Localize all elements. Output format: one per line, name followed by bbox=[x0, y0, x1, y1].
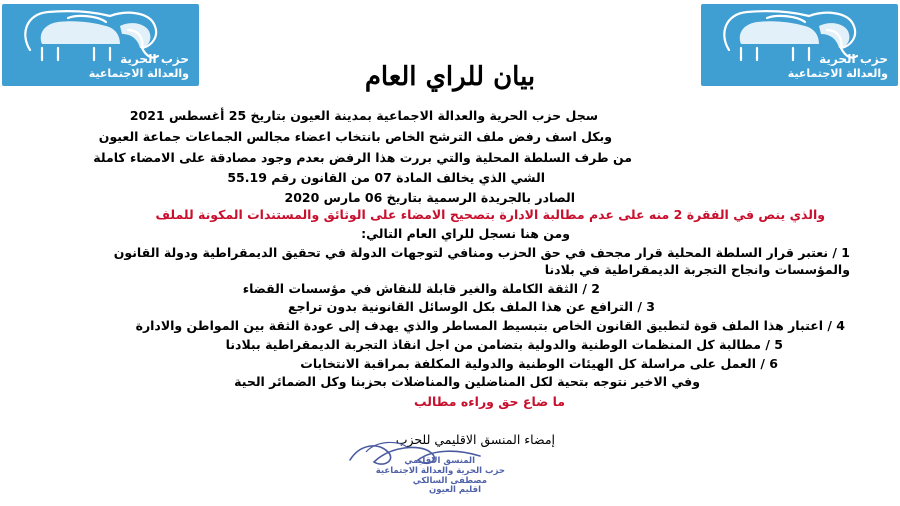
stamp-line: المنسق الاقليمي bbox=[404, 456, 475, 466]
intro-line: من طرف السلطة المحلية والتي بررت هذا الرفض بعدم وجود مصادقة على الامضاء كاملة bbox=[93, 150, 632, 165]
stamp-line: اقليم العيون bbox=[428, 485, 481, 495]
stamp-line: مصطفى السالكي bbox=[412, 476, 487, 486]
slogan-line: ما ضاع حق وراءه مطالب bbox=[414, 394, 565, 409]
party-logo-right bbox=[701, 4, 898, 86]
point-line: 6 / العمل على مراسلة كل الهيئات الوطنية والدولية المكلفة بمراقبة الانتخابات bbox=[300, 356, 778, 371]
point-line: 4 / اعتبار هذا الملف قوة لتطبيق القانون الخاص بتبسيط المساطر والذي يهدف إلى عودة الثقة بين المواطن والادارة bbox=[135, 318, 845, 333]
logo-right-line2: والعدالة الاجتماعية bbox=[787, 67, 888, 80]
intro-line: وبكل اسف رفض ملف الترشح الخاص بانتخاب اعضاء مجالس الجماعات جماعة العيون bbox=[98, 129, 612, 144]
point-line: 2 / الثقة الكاملة والغير قابلة للنقاش في مؤسسات القضاء bbox=[242, 281, 600, 296]
logo-left-line2: والعدالة الاجتماعية bbox=[88, 67, 189, 80]
point-line: 3 / الترافع عن هذا الملف بكل الوسائل القانونية بدون تراجع bbox=[288, 299, 655, 314]
party-logo-left bbox=[2, 4, 199, 86]
document-title: بيان للراي العام bbox=[364, 62, 536, 92]
declare-line: ومن هنا نسجل للراي العام التالي: bbox=[361, 226, 570, 241]
logo-left-line1: حزب الحرية bbox=[120, 52, 189, 66]
closing-line: وفي الاخير نتوجه بتحية لكل المناضلين والمناضلات بحزبنا وكل الضمائر الحية bbox=[234, 374, 700, 389]
stamp-line: حزب الحرية والعدالة الاجتماعية bbox=[375, 466, 505, 476]
intro-line: سجل حزب الحرية والعدالة الاجماعية بمدينة العيون بتاريخ 25 أغسطس 2021 bbox=[129, 108, 598, 123]
intro-line: الشي الذي يخالف المادة 07 من القانون رقم 55.19 bbox=[227, 170, 545, 185]
logo-right-line1: حزب الحرية bbox=[819, 52, 888, 66]
signature-label: إمضاء المنسق الاقليمي للحزب bbox=[395, 432, 555, 447]
point-line: والمؤسسات وانجاح التجربة الديمقراطية في بلادنا bbox=[544, 262, 850, 277]
point-line: 5 / مطالبة كل المنظمات الوطنية والدولية بتضامن من اجل انقاذ التجربة الديمقراطية ببلادنا bbox=[225, 337, 783, 352]
point-line: 1 / نعتبر قرار السلطة المحلية قرار مجحف في حق الحزب ومنافي لتوجهات الدولة في تحقيق الديمقراطية ودولة القانون bbox=[113, 245, 850, 260]
official-stamp bbox=[330, 438, 515, 496]
intro-line: الصادر بالجريدة الرسمية بتاريخ 06 مارس 2020 bbox=[284, 190, 575, 205]
highlight-red-line: والذي ينص في الفقرة 2 منه على عدم مطالبة الادارة بتصحيح الامضاء على الوثائق والمستندات المكونة للملف bbox=[155, 207, 825, 222]
